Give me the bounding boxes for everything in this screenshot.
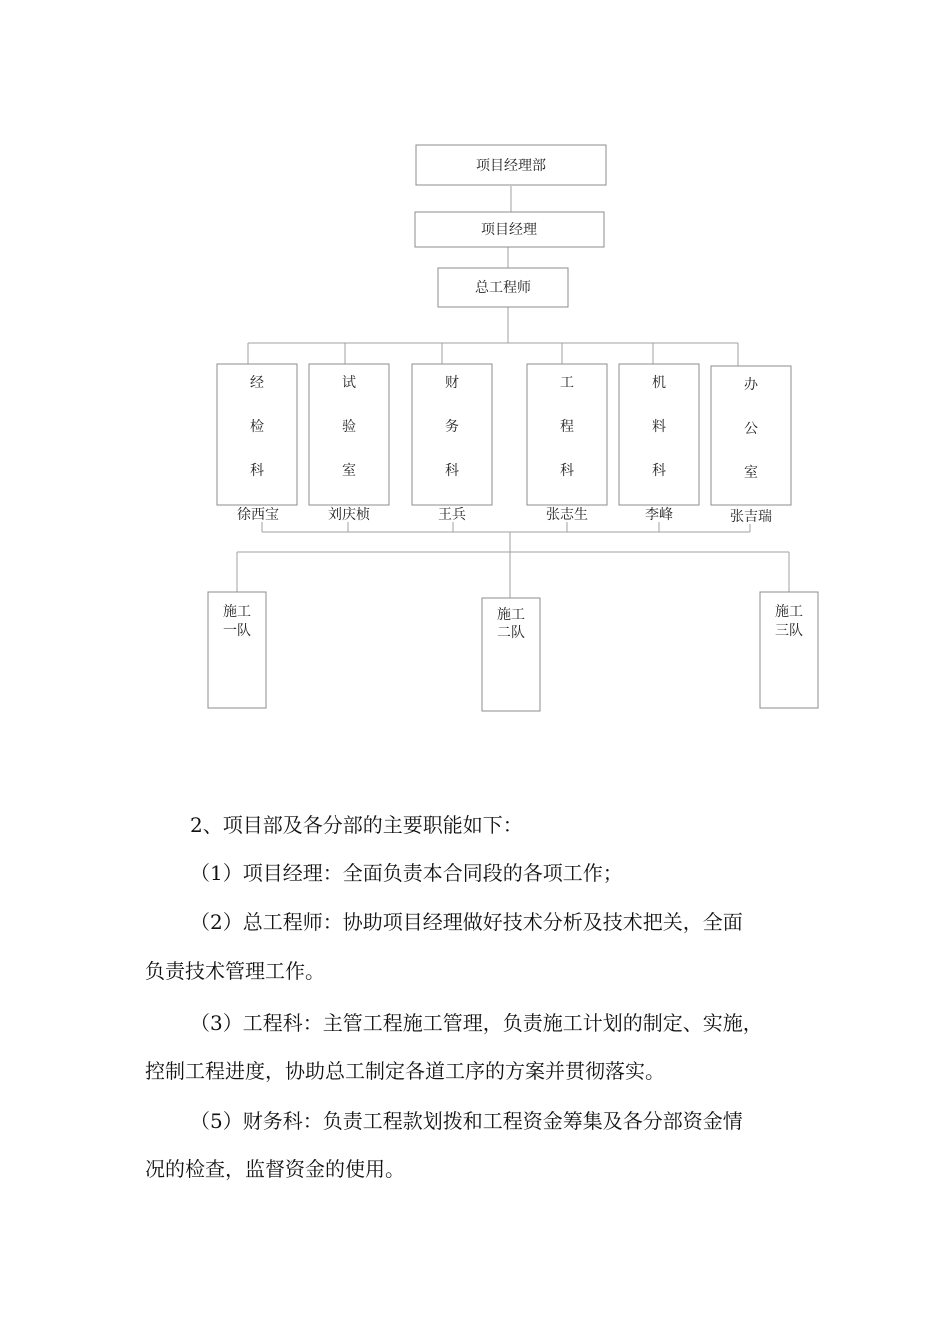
dept-2-head: 刘庆桢 (328, 507, 370, 523)
dept-5-char-2: 料 (652, 419, 666, 435)
dept-1-char-2: 检 (250, 419, 264, 435)
node-dept-4 (527, 364, 607, 523)
dept-4-head: 张志生 (546, 507, 588, 523)
duty-project-manager: （1）项目经理：全面负责本合同段的各项工作； (190, 861, 623, 885)
dept-3-char-2: 务 (445, 419, 459, 435)
dept-1-char-1: 经 (250, 375, 264, 391)
dept-6-char-1: 办 (744, 377, 758, 393)
duty-chief-engineer-line-2: 负责技术管理工作。 (145, 959, 325, 983)
dept-1-char-3: 科 (250, 463, 264, 479)
node-team-1 (208, 592, 266, 708)
dept-4-char-2: 程 (560, 419, 574, 435)
node-team-3 (760, 592, 818, 708)
dept-4-char-3: 科 (560, 463, 574, 479)
dept-3-head: 王兵 (438, 507, 466, 523)
node-chief-engineer (438, 268, 568, 307)
dept-5-head: 李峰 (645, 507, 673, 523)
team-2-line-1: 施工 (497, 607, 525, 623)
dept-6-char-3: 室 (744, 465, 758, 481)
node-dept-1 (217, 364, 297, 523)
team-2-line-2: 二队 (497, 625, 525, 641)
dept-5-char-1: 机 (652, 375, 666, 391)
duties-heading: 2、项目部及各分部的主要职能如下： (190, 813, 523, 837)
node-dept-5 (619, 364, 699, 523)
dept-6-char-2: 公 (744, 421, 758, 437)
team-1-line-1: 施工 (223, 604, 251, 620)
duty-finance-line-2: 况的检查，监督资金的使用。 (145, 1157, 405, 1181)
node-dept-3 (412, 364, 492, 523)
dept-3-char-1: 财 (445, 375, 459, 391)
dept-2-char-1: 试 (342, 375, 356, 391)
duty-finance-line-1: （5）财务科：负责工程款划拨和工程资金筹集及各分部资金情 (190, 1109, 743, 1133)
dept-6-head: 张吉瑞 (730, 509, 772, 525)
dept-5-char-3: 科 (652, 463, 666, 479)
dept-2-char-3: 室 (342, 463, 356, 479)
duty-chief-engineer-line-1: （2）总工程师：协助项目经理做好技术分析及技术把关，全面 (190, 910, 743, 934)
team-1-line-2: 一队 (223, 623, 251, 639)
team-3-line-2: 三队 (775, 623, 803, 639)
node-project-manager (415, 212, 604, 247)
node-dept-2 (309, 364, 389, 523)
node-project-department (416, 145, 606, 185)
dept-4-char-1: 工 (560, 375, 574, 391)
node-project-manager-label: 项目经理 (481, 222, 537, 238)
dept-2-char-2: 验 (342, 419, 356, 435)
node-project-department-label: 项目经理部 (476, 158, 546, 174)
duty-engineering-line-1: （3）工程科：主管工程施工管理，负责施工计划的制定、实施， (190, 1011, 763, 1035)
team-3-line-1: 施工 (775, 604, 803, 620)
dept-1-head: 徐西宝 (237, 507, 279, 523)
node-team-2 (482, 598, 540, 711)
node-chief-engineer-label: 总工程师 (475, 280, 531, 296)
node-dept-6 (711, 366, 791, 525)
dept-3-char-3: 科 (445, 463, 459, 479)
duty-engineering-line-2: 控制工程进度，协助总工制定各道工序的方案并贯彻落实。 (145, 1059, 665, 1083)
